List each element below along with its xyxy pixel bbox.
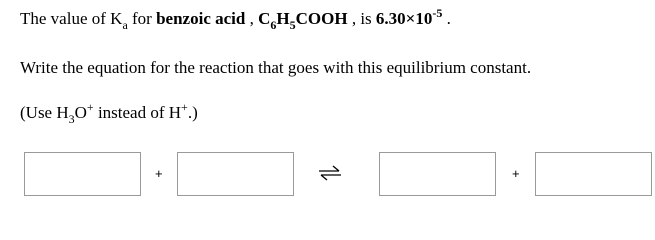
- ka-subscript: a: [122, 18, 128, 32]
- instruction-text: Write the equation for the reaction that goes with this equilibrium constant.: [20, 58, 532, 77]
- plus-sign-reactants: +: [155, 166, 163, 181]
- hint-close: .): [187, 103, 198, 122]
- compound-formula: [258, 9, 348, 32]
- is-text: , is: [347, 9, 376, 28]
- ka-value-exponent: -5: [432, 6, 443, 20]
- for-text: for: [127, 9, 157, 28]
- ka-prefix: The value of K: [20, 9, 123, 28]
- reactant-2-input[interactable]: [177, 152, 294, 196]
- formula-hydrogen: H: [276, 9, 290, 28]
- product-2-input[interactable]: [535, 152, 652, 196]
- ka-value: [375, 6, 443, 28]
- question-line-ka: [20, 6, 451, 32]
- equilibrium-arrow-icon: [317, 163, 343, 183]
- comma-text: ,: [245, 9, 259, 28]
- formula-subscript-6: 6: [270, 18, 277, 32]
- formula-carbon: C: [258, 9, 271, 28]
- plus-sign-products: +: [512, 166, 520, 181]
- hint-text: [20, 100, 198, 126]
- hint-middle: instead of H: [93, 103, 182, 122]
- product-1-input[interactable]: [379, 152, 496, 196]
- formula-subscript-5: 5: [289, 18, 296, 32]
- ka-value-mantissa: 6.30×10: [375, 9, 433, 28]
- reactant-1-input[interactable]: [24, 152, 141, 196]
- proton-superscript: +: [181, 100, 188, 114]
- hint-open: (Use H: [20, 103, 69, 122]
- hydronium-subscript: 3: [68, 112, 75, 126]
- compound-name: benzoic acid: [156, 9, 246, 28]
- hydronium-superscript: +: [86, 100, 94, 114]
- formula-rest: COOH: [295, 9, 348, 28]
- period-text: .: [442, 9, 451, 28]
- hydronium-oxygen: O: [74, 103, 87, 122]
